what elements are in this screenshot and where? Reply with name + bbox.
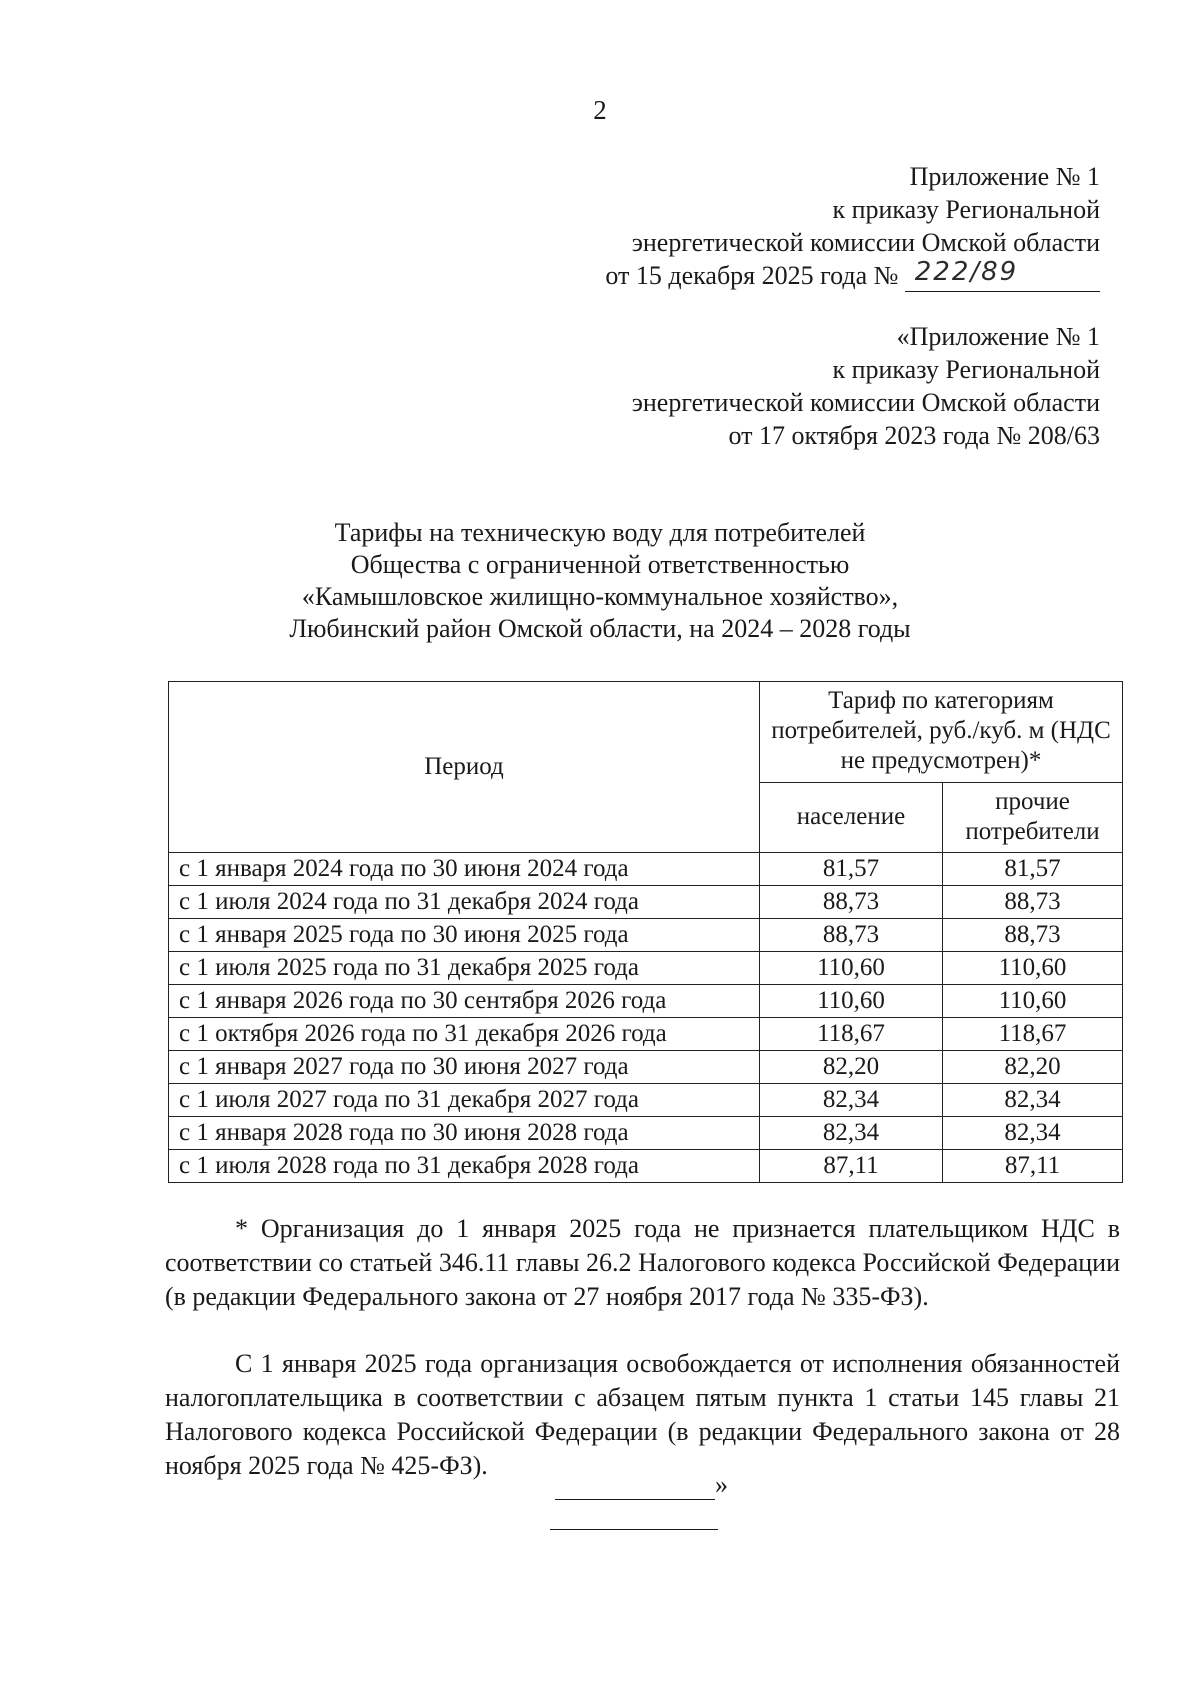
population-tariff-cell: 81,57: [760, 853, 943, 886]
handwritten-order-number: 222/89: [914, 257, 1019, 287]
header-other: прочие потребители: [943, 782, 1123, 852]
table-row: [169, 1018, 1123, 1051]
population-tariff-cell: 110,60: [760, 985, 943, 1018]
population-tariff-cell: 110,60: [760, 952, 943, 985]
period-cell: с 1 июля 2024 года по 31 декабря 2024 года: [169, 886, 760, 919]
header-population: население: [760, 782, 943, 852]
closing-quote: »: [715, 1470, 728, 1499]
period-cell: с 1 октября 2026 года по 31 декабря 2026 года: [169, 1018, 760, 1051]
period-cell: с 1 июля 2025 года по 31 декабря 2025 года: [169, 952, 760, 985]
order-number-field: [905, 257, 1100, 292]
period-cell: с 1 июля 2027 года по 31 декабря 2027 года: [169, 1084, 760, 1117]
other-tariff-cell: 87,11: [943, 1150, 1123, 1183]
other-tariff-cell: 88,73: [943, 919, 1123, 952]
population-tariff-cell: 118,67: [760, 1018, 943, 1051]
other-tariff-cell: 110,60: [943, 952, 1123, 985]
population-tariff-cell: 88,73: [760, 886, 943, 919]
table-row: [169, 919, 1123, 952]
page-number: 2: [593, 95, 607, 125]
period-cell: с 1 января 2024 года по 30 июня 2024 года: [169, 853, 760, 886]
footnote-vat: [165, 1212, 1120, 1314]
appendix-current-block: [605, 160, 1100, 292]
table-row: [169, 1117, 1123, 1150]
other-tariff-cell: 88,73: [943, 886, 1123, 919]
table-row: [169, 1150, 1123, 1183]
appendix-current-date: от 15 декабря 2025 года №: [605, 261, 899, 290]
end-rule: [550, 1529, 718, 1530]
period-cell: с 1 января 2027 года по 30 июня 2027 года: [169, 1051, 760, 1084]
footnote-vat-text: * Организация до 1 января 2025 года не признается плательщиком НДС в соответствии со статьей 346.11 главы 26.2 Налогового кодекса Российской Федерации (в редакции Федерального закона от 27 ноября 2017 года № 335-ФЗ).: [165, 1214, 1120, 1311]
table-row: [169, 1051, 1123, 1084]
period-cell: с 1 января 2028 года по 30 июня 2028 года: [169, 1117, 760, 1150]
period-cell: с 1 января 2026 года по 30 сентября 2026 года: [169, 985, 760, 1018]
other-tariff-cell: 82,34: [943, 1084, 1123, 1117]
appendix-previous-line3: энергетической комиссии Омской области: [631, 388, 1100, 417]
other-tariff-cell: 118,67: [943, 1018, 1123, 1051]
appendix-current-line1: Приложение № 1: [909, 162, 1100, 191]
other-tariff-cell: 110,60: [943, 985, 1123, 1018]
tariff-table: [168, 681, 1123, 1183]
appendix-previous-line1: «Приложение № 1: [896, 322, 1100, 351]
period-cell: с 1 июля 2028 года по 31 декабря 2028 года: [169, 1150, 760, 1183]
table-row: [169, 985, 1123, 1018]
title-line3: «Камышловское жилищно-коммунальное хозяйство»,: [301, 582, 899, 611]
appendix-current-line3: энергетической комиссии Омской области: [631, 228, 1100, 257]
title-line1: Тарифы на техническую воду для потребителей: [334, 518, 866, 547]
other-tariff-cell: 82,34: [943, 1117, 1123, 1150]
appendix-previous-line4: от 17 октября 2023 года № 208/63: [728, 421, 1100, 450]
tariff-table-body: [169, 853, 1123, 1183]
table-row: [169, 1084, 1123, 1117]
table-row: [169, 853, 1123, 886]
population-tariff-cell: 82,34: [760, 1084, 943, 1117]
appendix-current-line4: [605, 259, 1100, 292]
closing-line: [555, 1470, 728, 1500]
header-tariff: Тариф по категориям потребителей, руб./куб. м (НДС не предусмотрен)*: [760, 682, 1123, 783]
other-tariff-cell: 82,20: [943, 1051, 1123, 1084]
header-period: Период: [169, 682, 760, 853]
appendix-previous-block: [632, 320, 1100, 452]
title-line4: Любинский район Омской области, на 2024 – 2028 годы: [289, 614, 911, 643]
period-cell: с 1 января 2025 года по 30 июня 2025 года: [169, 919, 760, 952]
population-tariff-cell: 82,20: [760, 1051, 943, 1084]
appendix-previous-line2: к приказу Региональной: [832, 355, 1100, 384]
other-tariff-cell: 81,57: [943, 853, 1123, 886]
document-title: [240, 517, 960, 645]
population-tariff-cell: 82,34: [760, 1117, 943, 1150]
table-row: [169, 886, 1123, 919]
appendix-current-line2: к приказу Региональной: [832, 195, 1100, 224]
footnote-exemption: [165, 1347, 1120, 1483]
population-tariff-cell: 88,73: [760, 919, 943, 952]
population-tariff-cell: 87,11: [760, 1150, 943, 1183]
footnote-exemption-text: С 1 января 2025 года организация освобождается от исполнения обязанностей налогоплательщика в соответствии с абзацем пятым пункта 1 статьи 145 главы 21 Налогового кодекса Российской Федерации (в редакции Федерального закона от 28 ноября 2025 года № 425-ФЗ).: [165, 1349, 1120, 1480]
title-line2: Общества с ограниченной ответственностью: [350, 550, 850, 579]
closing-rule: [555, 1477, 715, 1500]
table-row: [169, 952, 1123, 985]
